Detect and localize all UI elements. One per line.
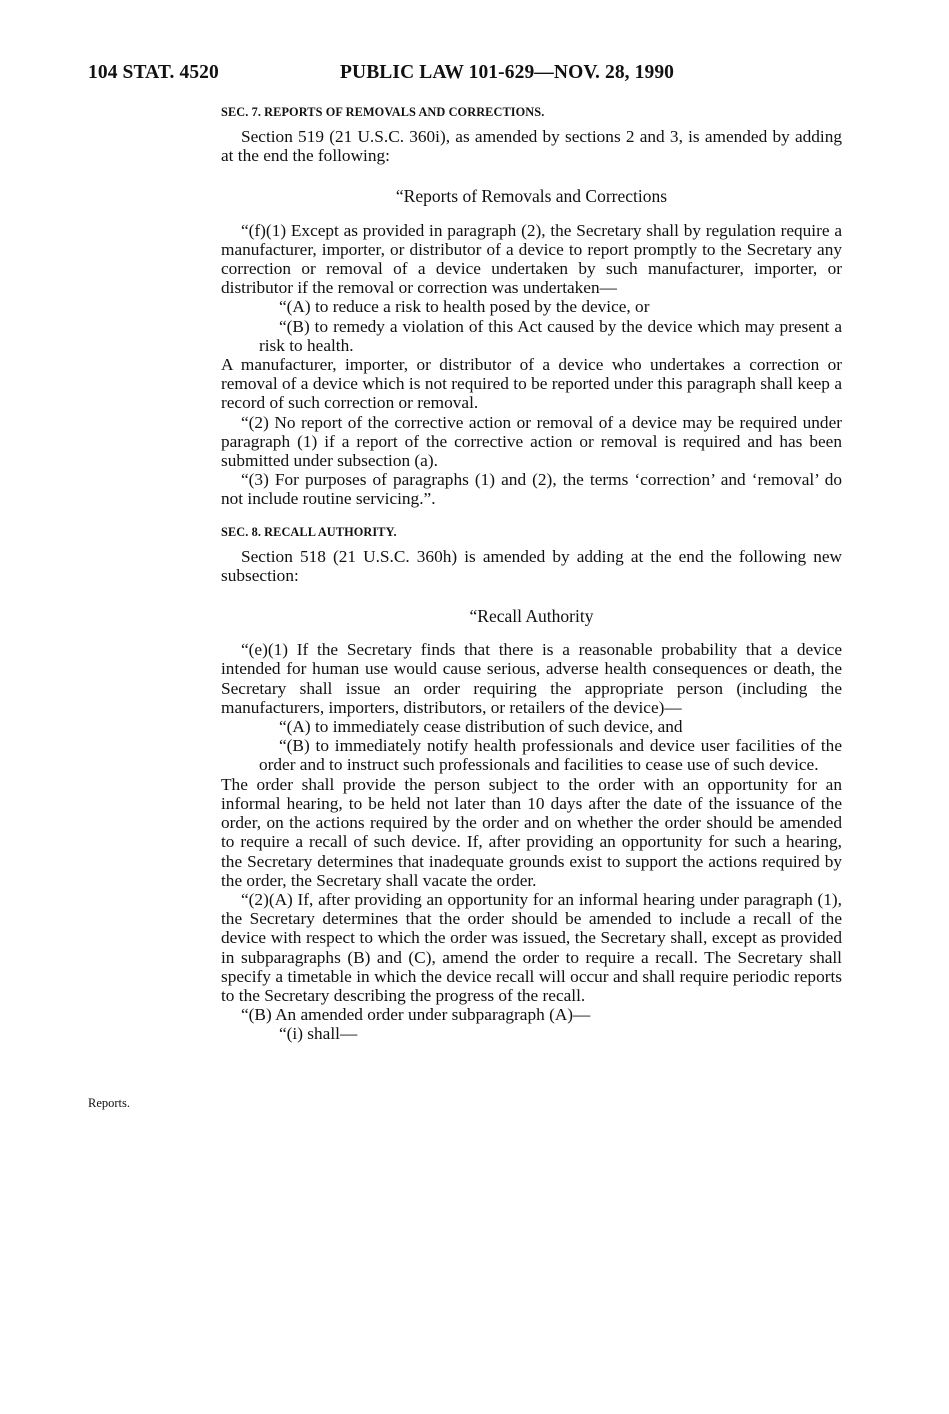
paragraph-f1: “(f)(1) Except as provided in paragraph (2), the Secretary shall by regulation require a manufacturer, importer, or distributor of a device to report promptly to the Secretary any correction or removal of a device undertaken by such manufacturer, importer, or distributor if the removal or correction was undertaken— (221, 220, 842, 298)
paragraph-e1-B: “(B) to immediately notify health professionals and device user facilities of the order and to instruct such professionals and facilities to cease use of such device. (259, 736, 842, 775)
paragraph-e1: “(e)(1) If the Secretary finds that there is a reasonable probability that a device intended for human use would cause serious, adverse health consequences or death, the Secretary shall issue an order requiring the appropriate person (including the manufacturers, importers, distributors, or retailers of the device)— (221, 640, 842, 717)
paragraph-f1-A: “(A) to reduce a risk to health posed by the device, or (279, 297, 650, 317)
paragraph-e1-tail: The order shall provide the person subject to the order with an opportunity for an informal hearing, to be held not later than 10 days after the date of the issuance of the order, on the actions required by the order and on whether the order should be amended to require a recall of such device. If, after providing an opportunity for such a hearing, the Secretary determines that inadequate grounds exist to support the actions required by the order, the Secretary shall vacate the order. (221, 774, 842, 890)
paragraph-f3: “(3) For purposes of paragraphs (1) and (2), the terms ‘correction’ and ‘removal’ do not include routine servicing.”. (221, 470, 842, 509)
margin-note-reports: Reports. (88, 1096, 131, 1110)
section-7-heading: SEC. 7. REPORTS OF REMOVALS AND CORRECTIONS. (221, 105, 545, 119)
section-7-caption: “Reports of Removals and Corrections (395, 186, 668, 207)
section-7-intro: Section 519 (21 U.S.C. 360i), as amended by sections 2 and 3, is amended by adding at the end the following: (221, 127, 842, 166)
paragraph-e2-A: “(2)(A) If, after providing an opportunity for an informal hearing under paragraph (1), the Secretary determines that the order should be amended to include a recall of the device with respect to which the order was issued, the Secretary shall, except as provided in subparagraphs (B) and (C), amend the order to require a recall. The Secretary shall specify a timetable in which the device recall will occur and shall require periodic reports to the Secretary describing the progress of the recall. (221, 889, 842, 1005)
page-header (88, 62, 848, 92)
paragraph-f1-B: “(B) to remedy a violation of this Act caused by the device which may present a risk to health. (259, 316, 842, 355)
section-8-intro: Section 518 (21 U.S.C. 360h) is amended by adding at the end the following new subsection: (221, 546, 842, 585)
section-8-caption: “Recall Authority (469, 606, 594, 627)
paragraph-f1-tail: A manufacturer, importer, or distributor of a device who undertakes a correction or removal of a device which is not required to be reported under this paragraph shall keep a record of such correction or removal. (221, 355, 842, 413)
paragraph-e1-A: “(A) to immediately cease distribution of such device, and (279, 717, 683, 737)
paragraph-e2-B-i: “(i) shall— (279, 1024, 358, 1044)
paragraph-e2-B: “(B) An amended order under subparagraph (A)— (241, 1005, 591, 1025)
law-title: PUBLIC LAW 101-629—NOV. 28, 1990 (340, 62, 675, 83)
paragraph-f2: “(2) No report of the corrective action or removal of a device may be required under paragraph (1) if a report of the corrective action or removal is required and has been submitted under subsection (a). (221, 412, 842, 471)
page-reference: 104 STAT. 4520 (88, 62, 219, 83)
document-body (221, 103, 842, 1044)
section-8-heading: SEC. 8. RECALL AUTHORITY. (221, 524, 397, 539)
